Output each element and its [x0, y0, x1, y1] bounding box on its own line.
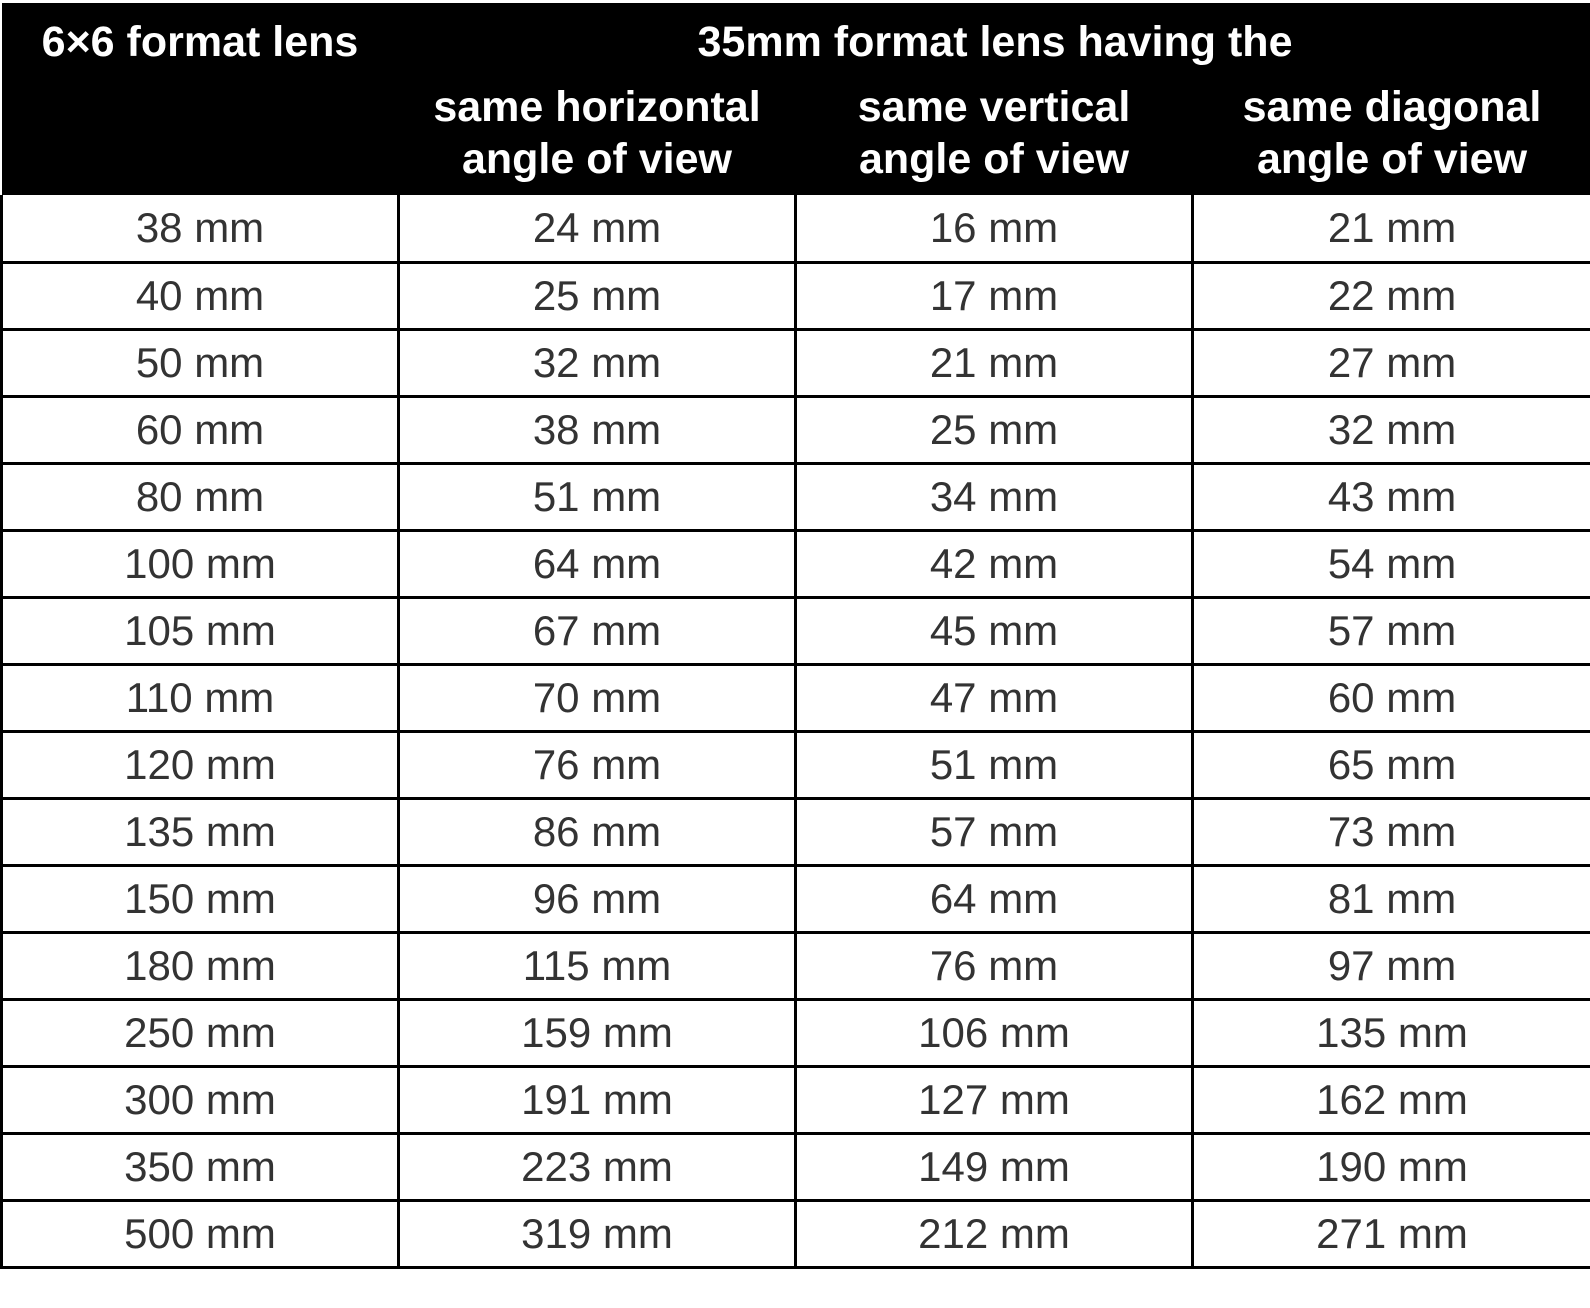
same-horizontal-cell: 115 mm	[399, 932, 796, 999]
same-diagonal-cell: 27 mm	[1193, 329, 1590, 396]
same-horizontal-cell: 191 mm	[399, 1066, 796, 1133]
table-row	[2, 731, 1590, 798]
same-vertical-cell: 51 mm	[796, 731, 1193, 798]
6x6-lens-cell: 60 mm	[2, 396, 399, 463]
6x6-lens-cell: 300 mm	[2, 1066, 399, 1133]
same-diagonal-cell: 60 mm	[1193, 664, 1590, 731]
table-row	[2, 865, 1590, 932]
same-horizontal-cell: 25 mm	[399, 262, 796, 329]
6x6-lens-cell: 40 mm	[2, 262, 399, 329]
same-horizontal-cell: 319 mm	[399, 1200, 796, 1267]
same-horizontal-cell: 64 mm	[399, 530, 796, 597]
same-vertical-cell: 25 mm	[796, 396, 1193, 463]
header-line: same diagonal	[1242, 83, 1542, 131]
6x6-lens-cell: 180 mm	[2, 932, 399, 999]
6x6-lens-cell: 105 mm	[2, 597, 399, 664]
same-vertical-cell: 149 mm	[796, 1133, 1193, 1200]
same-horizontal-cell: 67 mm	[399, 597, 796, 664]
table-row	[2, 798, 1590, 865]
same-diagonal-cell: 97 mm	[1193, 932, 1590, 999]
table-row	[2, 195, 1590, 262]
table-body	[2, 195, 1590, 1267]
header-line: same horizontal	[433, 83, 761, 131]
header-6x6-format-lens: 6×6 format lens	[2, 3, 399, 81]
same-vertical-cell: 21 mm	[796, 329, 1193, 396]
header-same-vertical	[796, 81, 1193, 195]
same-diagonal-cell: 73 mm	[1193, 798, 1590, 865]
same-horizontal-cell: 76 mm	[399, 731, 796, 798]
table-row	[2, 664, 1590, 731]
same-vertical-cell: 57 mm	[796, 798, 1193, 865]
same-diagonal-cell: 271 mm	[1193, 1200, 1590, 1267]
same-diagonal-cell: 65 mm	[1193, 731, 1590, 798]
6x6-lens-cell: 250 mm	[2, 999, 399, 1066]
same-vertical-cell: 45 mm	[796, 597, 1193, 664]
header-line: angle of view	[858, 135, 1129, 183]
same-vertical-cell: 212 mm	[796, 1200, 1193, 1267]
same-vertical-cell: 106 mm	[796, 999, 1193, 1066]
header-same-diagonal	[1193, 81, 1590, 195]
same-diagonal-cell: 162 mm	[1193, 1066, 1590, 1133]
table-row	[2, 530, 1590, 597]
table-row	[2, 1066, 1590, 1133]
same-diagonal-cell: 190 mm	[1193, 1133, 1590, 1200]
6x6-lens-cell: 135 mm	[2, 798, 399, 865]
header-row-1	[2, 3, 1590, 81]
same-vertical-cell: 34 mm	[796, 463, 1193, 530]
6x6-lens-cell: 350 mm	[2, 1133, 399, 1200]
table-row	[2, 396, 1590, 463]
same-vertical-cell: 64 mm	[796, 865, 1193, 932]
table-row	[2, 463, 1590, 530]
header-35mm-group: 35mm format lens having the	[399, 3, 1590, 81]
table-row	[2, 1133, 1590, 1200]
header-line: angle of view	[461, 135, 732, 183]
same-diagonal-cell: 21 mm	[1193, 195, 1590, 262]
table-row	[2, 329, 1590, 396]
same-horizontal-cell: 38 mm	[399, 396, 796, 463]
same-horizontal-cell: 159 mm	[399, 999, 796, 1066]
same-diagonal-cell: 54 mm	[1193, 530, 1590, 597]
same-diagonal-cell: 135 mm	[1193, 999, 1590, 1066]
same-vertical-cell: 47 mm	[796, 664, 1193, 731]
header-line: same vertical	[857, 83, 1131, 131]
lens-equivalence-table	[0, 3, 1590, 1269]
same-diagonal-cell: 22 mm	[1193, 262, 1590, 329]
same-vertical-cell: 16 mm	[796, 195, 1193, 262]
6x6-lens-cell: 120 mm	[2, 731, 399, 798]
6x6-lens-cell: 80 mm	[2, 463, 399, 530]
table-row	[2, 999, 1590, 1066]
same-vertical-cell: 76 mm	[796, 932, 1193, 999]
6x6-lens-cell: 100 mm	[2, 530, 399, 597]
same-horizontal-cell: 32 mm	[399, 329, 796, 396]
6x6-lens-cell: 110 mm	[2, 664, 399, 731]
6x6-lens-cell: 150 mm	[2, 865, 399, 932]
header-row-2	[2, 81, 1590, 195]
same-diagonal-cell: 32 mm	[1193, 396, 1590, 463]
same-diagonal-cell: 81 mm	[1193, 865, 1590, 932]
same-horizontal-cell: 24 mm	[399, 195, 796, 262]
table-row	[2, 1200, 1590, 1267]
6x6-lens-cell: 50 mm	[2, 329, 399, 396]
same-vertical-cell: 127 mm	[796, 1066, 1193, 1133]
same-diagonal-cell: 57 mm	[1193, 597, 1590, 664]
same-vertical-cell: 42 mm	[796, 530, 1193, 597]
same-horizontal-cell: 96 mm	[399, 865, 796, 932]
6x6-lens-cell: 500 mm	[2, 1200, 399, 1267]
header-same-horizontal	[399, 81, 796, 195]
same-vertical-cell: 17 mm	[796, 262, 1193, 329]
table-row	[2, 262, 1590, 329]
header-line: angle of view	[1257, 135, 1528, 183]
table-row	[2, 597, 1590, 664]
table-row	[2, 932, 1590, 999]
same-diagonal-cell: 43 mm	[1193, 463, 1590, 530]
header-empty-cell	[2, 81, 399, 195]
same-horizontal-cell: 86 mm	[399, 798, 796, 865]
table-header	[2, 3, 1590, 195]
6x6-lens-cell: 38 mm	[2, 195, 399, 262]
same-horizontal-cell: 223 mm	[399, 1133, 796, 1200]
same-horizontal-cell: 51 mm	[399, 463, 796, 530]
same-horizontal-cell: 70 mm	[399, 664, 796, 731]
